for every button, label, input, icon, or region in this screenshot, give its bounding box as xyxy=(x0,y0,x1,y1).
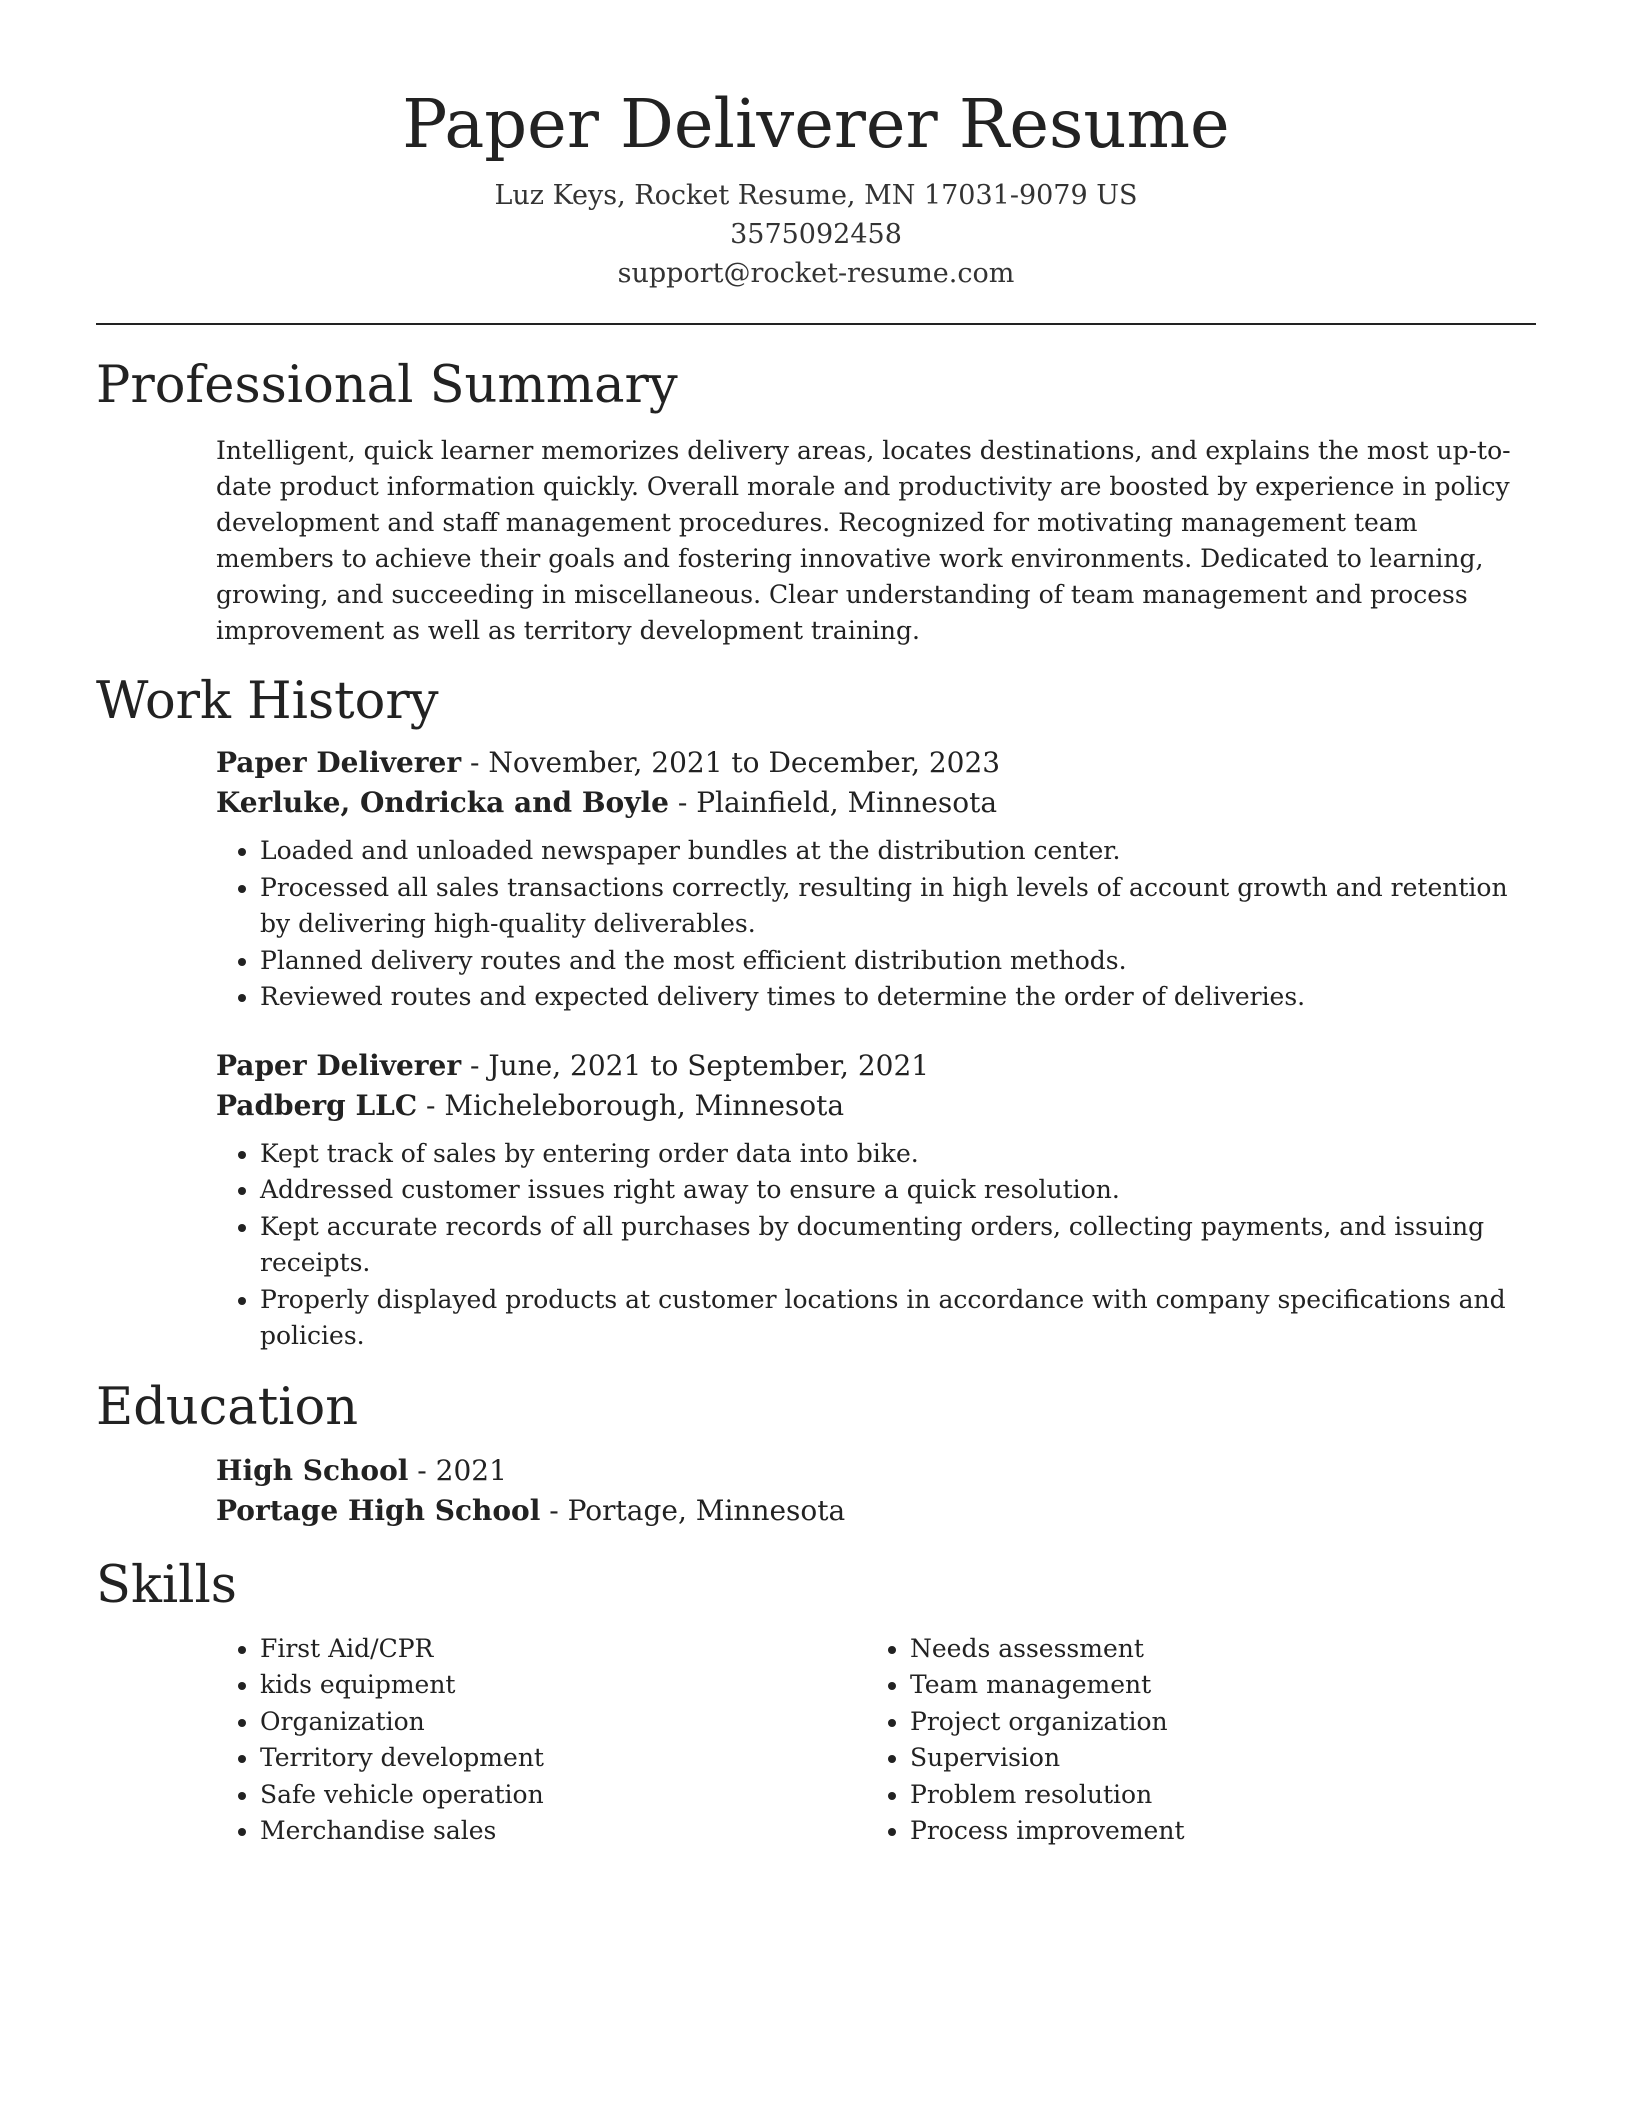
summary-text: Intelligent, quick learner memorizes delivery areas, locates destinations, and explains the most up-to-date product information quickly. Overall morale and productivity are boosted by experience in policy development and staff management procedures. Recognized for motivating management team members to achieve their goals and fostering innovative work environments. Dedicated to learning, growing, and succeeding in miscellaneous. Clear understanding of team management and process improvement as well as territory development training. xyxy=(216,436,1511,645)
job-bullet: • Planned delivery routes and the most efficient distribution methods. xyxy=(260,943,1536,980)
skill-item: • Team management xyxy=(910,1667,1516,1704)
education-school: Portage High School xyxy=(216,1493,541,1527)
job-location: - Plainfield, Minnesota xyxy=(668,786,998,819)
job-company: Kerluke, Ondricka and Boyle xyxy=(216,786,669,819)
job-title-line xyxy=(216,1046,1536,1086)
job-title: Paper Deliverer xyxy=(216,1048,462,1082)
skill-item: • kids equipment xyxy=(260,1667,866,1704)
resume-header xyxy=(96,0,1536,293)
skill-item: • Organization xyxy=(260,1704,866,1741)
job-title-line xyxy=(216,743,1536,783)
work-section xyxy=(96,671,1536,1355)
education-degree: High School xyxy=(216,1453,409,1487)
job-bullets xyxy=(216,1136,1536,1355)
skill-item: • Needs assessment xyxy=(910,1631,1516,1668)
skills-column-left xyxy=(216,1631,866,1850)
contact-address: Luz Keys, Rocket Resume, MN 17031-9079 US xyxy=(494,180,1138,211)
skill-item: • Process improvement xyxy=(910,1813,1516,1850)
skill-item: • Supervision xyxy=(910,1740,1516,1777)
job-entry xyxy=(96,1046,1536,1355)
education-entry xyxy=(96,1451,1536,1531)
skill-item: • Territory development xyxy=(260,1740,866,1777)
skill-item: • Project organization xyxy=(910,1704,1516,1741)
header-divider xyxy=(96,323,1536,325)
job-company-line xyxy=(216,783,1536,823)
job-bullet: • Kept accurate records of all purchases by documenting orders, collecting payments, and issuing receipts. xyxy=(260,1209,1536,1282)
contact-block xyxy=(96,176,1536,293)
job-bullet: • Reviewed routes and expected delivery times to determine the order of deliveries. xyxy=(260,979,1536,1016)
skill-item: • First Aid/CPR xyxy=(260,1631,866,1668)
skill-item: • Problem resolution xyxy=(910,1777,1516,1814)
skills-grid xyxy=(96,1631,1536,1850)
work-heading: Work History xyxy=(96,672,439,731)
summary-section xyxy=(96,355,1536,649)
education-section xyxy=(96,1377,1536,1531)
skills-list xyxy=(216,1631,866,1850)
job-bullet: • Processed all sales transactions correctly, resulting in high levels of account growth and retention by delivering high-quality deliverables. xyxy=(260,870,1536,943)
job-entry xyxy=(96,743,1536,1016)
job-company-line xyxy=(216,1086,1536,1126)
education-heading: Education xyxy=(96,1377,359,1437)
contact-phone: 3575092458 xyxy=(730,219,902,250)
resume-title: Paper Deliverer Resume xyxy=(402,85,1230,163)
summary-body xyxy=(96,433,1536,649)
job-bullet: • Addressed customer issues right away to ensure a quick resolution. xyxy=(260,1172,1536,1209)
summary-heading: Professional Summary xyxy=(96,356,678,415)
education-degree-line xyxy=(216,1451,1536,1491)
skills-column-right xyxy=(866,1631,1516,1850)
skills-section xyxy=(96,1555,1536,1850)
skills-heading: Skills xyxy=(96,1555,237,1615)
job-bullet: • Kept track of sales by entering order data into bike. xyxy=(260,1136,1536,1173)
job-company: Padberg LLC xyxy=(216,1088,418,1122)
contact-email: support@rocket-resume.com xyxy=(617,258,1015,289)
skills-list xyxy=(866,1631,1516,1850)
education-year: - 2021 xyxy=(408,1453,507,1487)
job-bullet: • Properly displayed products at customer locations in accordance with company specifications and policies. xyxy=(260,1282,1536,1355)
job-bullets xyxy=(216,833,1536,1016)
skill-item: • Merchandise sales xyxy=(260,1813,866,1850)
education-location: - Portage, Minnesota xyxy=(540,1493,846,1527)
education-school-line xyxy=(216,1491,1536,1531)
job-bullet: • Loaded and unloaded newspaper bundles at the distribution center. xyxy=(260,833,1536,870)
skill-item: • Safe vehicle operation xyxy=(260,1777,866,1814)
job-dates: - November, 2021 to December, 2023 xyxy=(461,746,1001,779)
job-title: Paper Deliverer xyxy=(216,746,462,779)
job-dates: - June, 2021 to September, 2021 xyxy=(461,1048,930,1082)
job-location: - Micheleborough, Minnesota xyxy=(417,1088,845,1122)
